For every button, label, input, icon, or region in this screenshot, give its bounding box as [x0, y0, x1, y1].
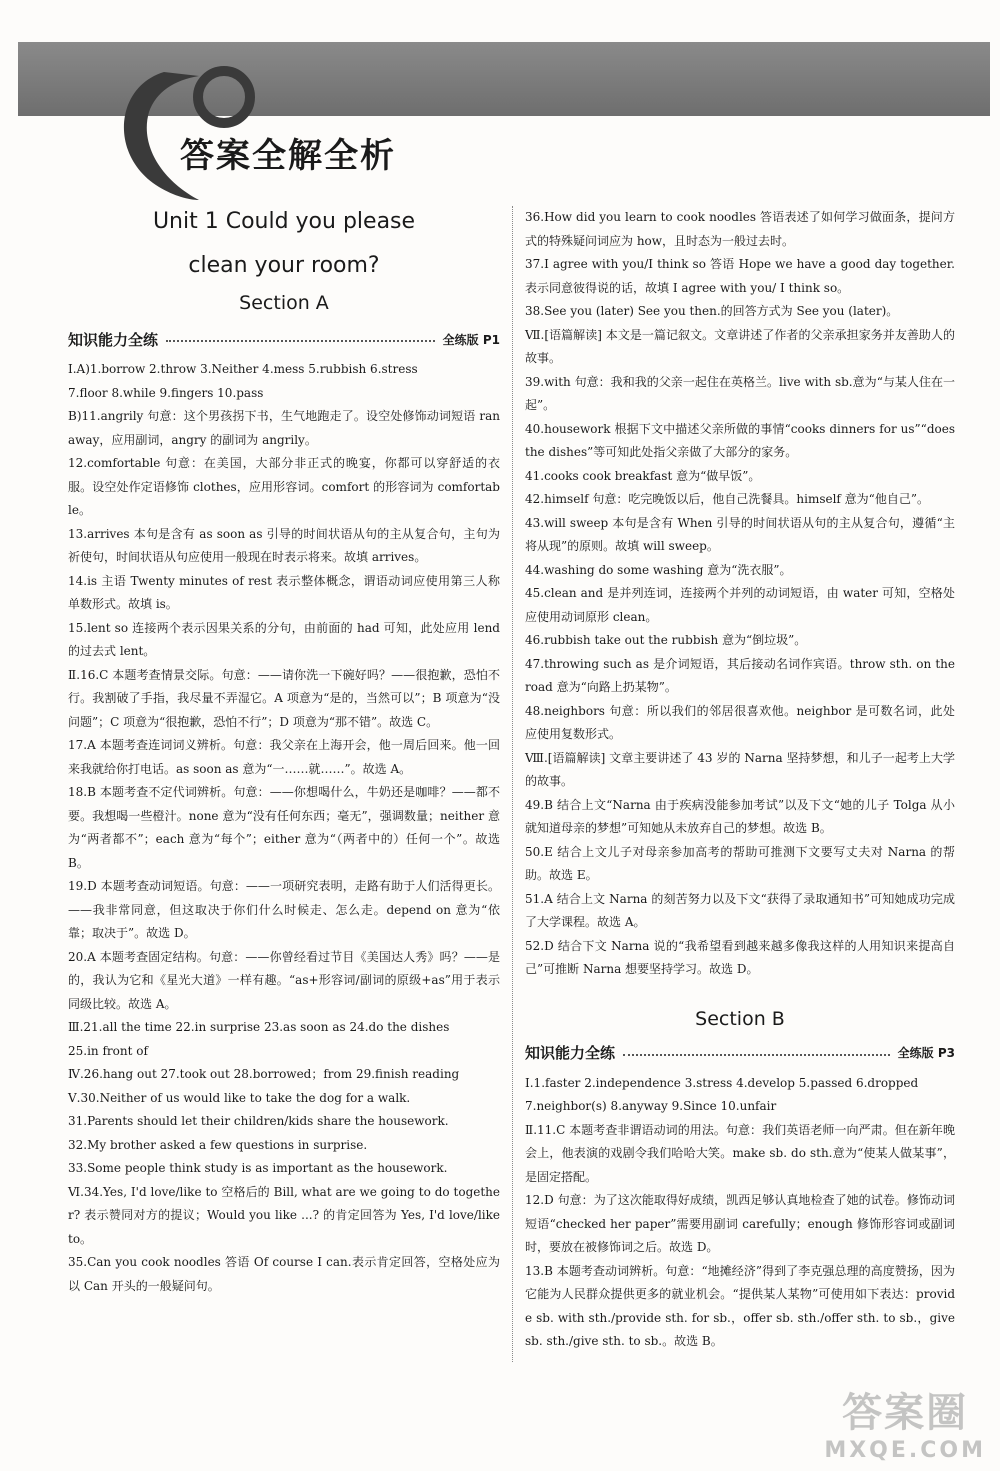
answer-item: 20.A 本题考查固定结构。句意：——你曾经看过节目《美国达人秀》吗？——是的，我认为它和《星光大道》一样有趣。“as+形容词/副词的原级+as”用于表示同级比较。故选 A。 [68, 949, 500, 1011]
section-b-title: Section B [695, 1007, 785, 1030]
answer-item: 51.A 结合上文 Narna 的刻苦努力以及下文“获得了录取通知书”可知她成功完成了大学课程。故选 A。 [525, 891, 955, 929]
zhineng-header-right [525, 1038, 955, 1068]
answer-item: Ⅴ.30.Neither of us would like to take the dog for a walk. [68, 1090, 411, 1105]
watermark [824, 1381, 986, 1463]
dotted-leader [166, 340, 435, 342]
answer-item: 41.cooks cook breakfast 意为“做早饭”。 [525, 468, 761, 483]
zhineng-ref: 全练版 P3 [897, 1046, 955, 1060]
unit-title [68, 200, 500, 288]
zhineng-header-left [68, 324, 500, 354]
answer-item: 47.throwing such as 是介词短语，其后接动名词作宾语。throw sth. on the road 意为“向路上扔某物”。 [525, 656, 955, 694]
answer-item: 42.himself 句意：吃完晚饭以后，他自己洗餐具。himself 意为“他自己”。 [525, 492, 929, 506]
answer-item: Ⅲ.21.all the time 22.in surprise 23.as soon as 24.do the dishes [68, 1020, 450, 1034]
right-column [525, 206, 955, 1354]
answer-item: Ⅵ.34.Yes, I'd love/like to 空格后的 Bill, what are we going to do together? 表示赞同对方的提议；Would you like ...? 的肯定回答为 Yes, I'd love/like to。 [68, 1184, 500, 1246]
answer-item: 13.arrives 本句是含有 as soon as 引导的时间状语从句的主从复合句，主句为祈使句，时间状语从句应使用一般现在时表示将来。故填 arrives。 [68, 526, 500, 564]
answer-item: 25.in front of [68, 1043, 148, 1058]
answer-item: 40.housework 根据下文中描述父亲所做的事情“cooks dinners for us”“does the dishes”等可知此处指父亲做了大部分的家务。 [525, 421, 955, 459]
answer-item: 36.How did you learn to cook noodles 答语表述了如何学习做面条，提问方式的特殊疑问词应为 how，且时态为一般过去时。 [525, 210, 955, 248]
answer-item: 43.will sweep 本句是含有 When 引导的时间状语从句的主从复合句，遵循“主将从现”的原则。故填 will sweep。 [525, 515, 955, 553]
answer-item: 46.rubbish take out the rubbish 意为“倒垃圾”。 [525, 633, 807, 647]
answer-item: Ⅱ.16.C 本题考查情景交际。句意：——请你洗一下碗好吗？——很抱歉，恐怕不行。我割破了手指，我尽量不弄湿它。A 项意为“是的，当然可以”；B 项意为“没问题”；C 项意为“很抱歉，恐怕不行”；D 项意为“那不错”。故选 C。 [68, 667, 500, 729]
answer-item: 12.comfortable 句意：在美国，大部分非正式的晚宴，你都可以穿舒适的衣服。设空处作定语修饰 clothes，应用形容词。comfort 的形容词为 comfortable。 [68, 456, 500, 517]
answer-item: 19.D 本题考查动词短语。句意：——一项研究表明，走路有助于人们活得更长。——我非常同意，但这取决于你们什么时候走、怎么走。depend on 意为“依靠；取决于”。故选 D。 [68, 879, 500, 940]
answer-item: 45.clean and 是并列连词，连接两个并列的动词短语，由 water 可知，空格处应使用动词原形 clean。 [525, 586, 955, 624]
page-title: 答案全解全析 [180, 136, 396, 176]
answer-item: Ⅷ.[语篇解读] 文章主要讲述了 43 岁的 Narna 坚持梦想，和儿子一起考上大学的故事。 [525, 750, 955, 788]
answer-item: 15.lent so 连接两个表示因果关系的分句，由前面的 had 可知，此处应用 lend 的过去式 lent。 [68, 620, 500, 658]
watermark-line-1: 答案圈 [842, 1390, 969, 1436]
watermark-line-2: MXQE.COM [824, 1438, 986, 1463]
answer-list-section-b [525, 1072, 955, 1354]
answer-item: 7.neighbor(s) 8.anyway 9.Since 10.unfair [525, 1099, 777, 1113]
unit-title-line-1: Unit 1 Could you please [152, 209, 416, 234]
answer-item: 32.My brother asked a few questions in surprise. [68, 1137, 368, 1152]
answer-item: Ⅱ.11.C 本题考查非谓语动词的用法。句意：我们英语老师一向严肃。但在新年晚会上，他表演的戏剧令我们哈哈大笑。make sb. do sth.意为“使某人做某事”，是固定搭配。 [525, 1122, 955, 1184]
answer-item: B)11.angrily 句意：这个男孩拐下书，生气地跑走了。设空处修饰动词短语 ran away，应用副词，angry 的副词为 angrily。 [68, 409, 500, 447]
zhineng-label: 知识能力全练 [525, 1044, 616, 1062]
zhineng-label: 知识能力全练 [68, 330, 159, 349]
answer-item: 31.Parents should let their children/kids share the housework. [68, 1114, 449, 1128]
column-divider [512, 206, 513, 1362]
answer-item: 35.Can you cook noodles 答语 Of course I can.表示肯定回答，空格处应为以 Can 开头的一般疑问句。 [68, 1255, 500, 1293]
dotted-leader [623, 1054, 890, 1056]
answer-item: 48.neighbors 句意：所以我们的邻居很喜欢他。neighbor 是可数名词，此处应使用复数形式。 [525, 703, 955, 741]
answer-item: 33.Some people think study is as important as the housework. [68, 1161, 448, 1175]
answer-item: 50.E 结合上文儿子对母亲参加高考的帮助可推测下文要写丈夫对 Narna 的帮助。故选 E。 [525, 844, 955, 882]
answer-item: 7.floor 8.while 9.fingers 10.pass [68, 385, 264, 400]
answer-item: 18.B 本题考查不定代词辨析。句意：——你想喝什么，牛奶还是咖啡？——都不要。我想喝一些橙汁。none 意为“没有任何东西；毫无”，强调数量；neither 意为“两者都不”；each 意为“每个”；either 意为“（两者中的）任何一个”。故选 B。 [68, 785, 500, 870]
answer-item: 39.with 句意：我和我的父亲一起住在英格兰。live with sb.意为“与某人住在一起”。 [525, 374, 955, 412]
answer-item: 17.A 本题考查连词词义辨析。句意：我父亲在上海开会，他一周后回来。他一回来我就给你打电话。as soon as 意为“一……就……”。故选 A。 [68, 738, 500, 776]
answer-item: 12.D 句意：为了这次能取得好成绩，凯西足够认真地检查了她的试卷。修饰动词短语“checked her paper”需要用副词 carefully；enough 修饰形容词或副词时，要放在被修饰词之后。故选 D。 [525, 1193, 955, 1254]
answer-item: 13.B 本题考查动词辨析。句意：“地摊经济”得到了李克强总理的高度赞扬，因为它能为人民群众提供更多的就业机会。“提供某人某物”可使用如下表达：provide sb. with sth./provide sth. for sb.，offer sb. sth./offer sth. to sb.，give sb. sth./give sth. to sb.。故选 B。 [525, 1263, 955, 1348]
answer-item: 37.I agree with you/I think so 答语 Hope we have a good day together.表示同意彼得说的话，故填 I agree with you/ I think so。 [525, 257, 955, 295]
section-a-title: Section A [239, 292, 329, 314]
answer-item: 38.See you (later) See you then.的回答方式为 See you (later)。 [525, 304, 899, 318]
answer-list-left [68, 358, 500, 1298]
left-column [68, 200, 500, 1298]
answer-item: Ⅶ.[语篇解读] 本文是一篇记叙文。文章讲述了作者的父亲承担家务并友善助人的故事。 [525, 327, 955, 365]
answer-item: 52.D 结合下文 Narna 说的“我希望看到越来越多像我这样的人用知识来提高自己”可推断 Narna 想要坚持学习。故选 D。 [525, 938, 955, 976]
answer-item: Ⅰ.A)1.borrow 2.throw 3.Neither 4.mess 5.rubbish 6.stress [68, 362, 418, 376]
answer-item: 14.is 主语 Twenty minutes of rest 表示整体概念，谓语动词应使用第三人称单数形式。故填 is。 [68, 573, 500, 611]
answer-item: Ⅳ.26.hang out 27.took out 28.borrowed；from 29.finish reading [68, 1067, 460, 1081]
answer-item: Ⅰ.1.faster 2.independence 3.stress 4.develop 5.passed 6.dropped [525, 1075, 919, 1090]
zhineng-ref: 全练版 P1 [442, 332, 500, 347]
answer-item: 44.washing do some washing 意为“洗衣服”。 [525, 562, 792, 577]
answer-item: 49.B 结合上文“Narna 由于疾病没能参加考试”以及下文“她的儿子 Tolga 从小就知道母亲的梦想”可知她从未放弃自己的梦想。故选 B。 [525, 797, 955, 835]
unit-title-line-2: clean your room? [188, 253, 380, 278]
answer-list-right [525, 206, 955, 982]
